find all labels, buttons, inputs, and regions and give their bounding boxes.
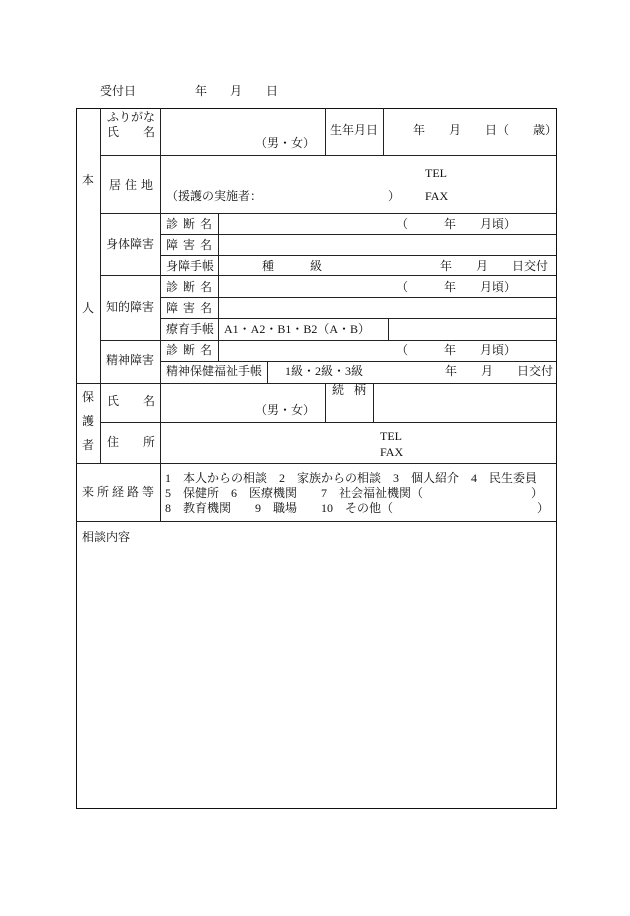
table-rule-h (100, 422, 556, 423)
received-date-label: 受付日 (100, 84, 137, 98)
guardian-tel-label: TEL (380, 429, 402, 443)
table-rule-v (325, 383, 326, 422)
birth-date-value: 年 月 日（ 歳） (413, 123, 558, 137)
guardian-side-label-2: 護 (82, 414, 95, 428)
person-side-label-bottom: 人 (82, 301, 95, 315)
birth-date-label: 生年月日 (330, 123, 379, 137)
table-rule-h (100, 340, 556, 341)
person-name-label: 氏名 (107, 125, 180, 139)
table-rule-h (76, 521, 556, 522)
mental-handbook-grade: 1級・2級・3級 (285, 364, 364, 378)
intellectual-diagnosis-label: 診断名 (166, 280, 218, 294)
table-rule-h (76, 383, 556, 384)
residence-tel-label: TEL (425, 166, 447, 180)
physical-handbook-issued: 年 月 日交付 (440, 259, 549, 273)
table-rule-h (100, 213, 556, 214)
table-rule-h (76, 463, 556, 464)
mental-disability-label: 精神障害 (106, 353, 155, 367)
table-rule-h (160, 361, 556, 362)
furigana-label: ふりがな (107, 110, 156, 124)
table-rule-h (160, 297, 556, 298)
guardian-side-label-3: 者 (82, 438, 95, 452)
intellectual-handbook-label: 療育手帳 (166, 322, 215, 336)
physical-handbook-grade: 種 級 (262, 259, 323, 273)
table-rule-h (160, 318, 556, 319)
table-rule-v (388, 318, 389, 340)
guardian-gender-choice: （男・女） (255, 403, 316, 417)
intellectual-handbook-grade: A1・A2・B1・B2（A・B） (224, 322, 371, 336)
mental-handbook-issued: 年 月 日交付 (445, 364, 554, 378)
physical-disability-label: 身体障害 (106, 237, 155, 251)
intellectual-disability-label: 知的障害 (106, 300, 155, 314)
table-rule-v (100, 108, 101, 463)
guardian-relation-label: 続柄 (332, 383, 377, 397)
mental-handbook-label: 精神保健福祉手帳 (166, 364, 263, 378)
intellectual-onset: （ 年 月頃） (396, 280, 517, 294)
referral-options-line: 5 保健所 6 医療機関 7 社会福祉機関（ ） (165, 486, 544, 500)
received-year-label: 年 (195, 84, 208, 98)
table-rule-v (267, 361, 268, 383)
received-month-label: 月 (230, 84, 243, 98)
table-rule-h (160, 255, 556, 256)
physical-diagnosis-label: 診断名 (166, 217, 218, 231)
mental-onset: （ 年 月頃） (396, 343, 517, 357)
mental-diagnosis-label: 診断名 (166, 343, 218, 357)
residence-fax-label: FAX (425, 189, 449, 203)
consultation-area (78, 546, 554, 806)
table-rule-v (218, 213, 219, 361)
physical-onset: （ 年 月頃） (396, 217, 517, 231)
guardian-side-label-1: 保 (82, 390, 95, 404)
referral-options-line: 1 本人からの相談 2 家族からの相談 3 個人紹介 4 民生委員 (165, 471, 538, 485)
referral-options-line: 8 教育機関 9 職場 10 その他（ ） (165, 501, 550, 515)
referral-label: 来所経路等 (82, 485, 158, 499)
implementer-label: （援護の実施者： ） (166, 189, 401, 203)
guardian-address-label: 住所 (107, 435, 180, 449)
person-side-label-top: 本 (82, 173, 95, 187)
guardian-name-label: 氏名 (107, 394, 180, 408)
table-rule-v (325, 108, 326, 155)
table-rule-h (100, 155, 556, 156)
physical-disability-name-label: 障害名 (166, 238, 218, 252)
consultation-label: 相談内容 (82, 530, 131, 544)
physical-handbook-label: 身障手帳 (166, 259, 215, 273)
table-rule-h (100, 275, 556, 276)
guardian-fax-label: FAX (380, 445, 404, 459)
table-rule-h (160, 234, 556, 235)
residence-label: 居住地 (109, 178, 158, 192)
person-gender-choice: （男・女） (255, 136, 316, 150)
received-day-label: 日 (266, 84, 279, 98)
table-rule-v (383, 108, 384, 155)
intellectual-disability-name-label: 障害名 (166, 301, 218, 315)
table-rule-v (160, 108, 161, 521)
